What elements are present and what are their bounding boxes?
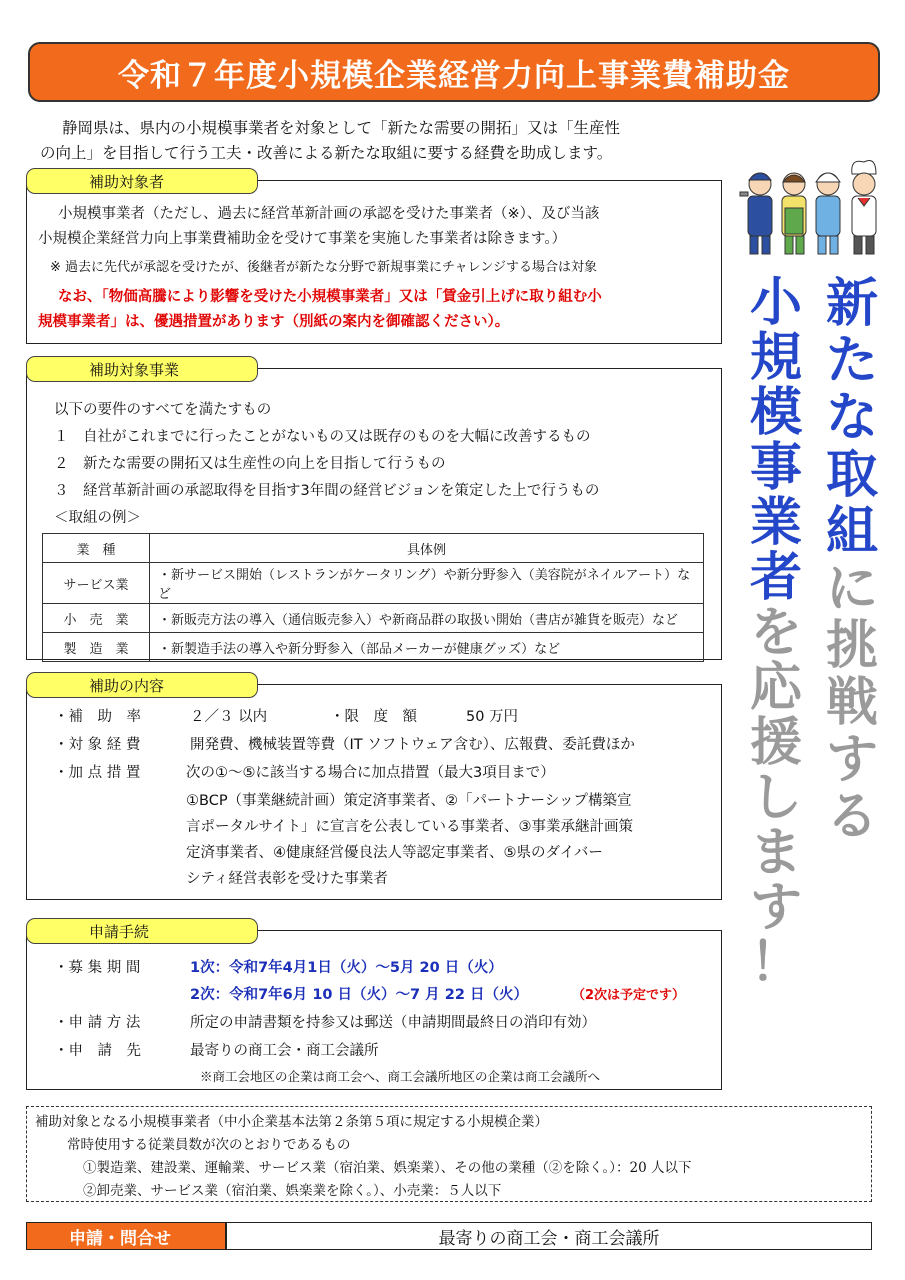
table-cell-example: ・新販売方法の導入（通信販売参入）や新商品群の取扱い開始（書店が雑貨を販売）など <box>150 604 704 633</box>
slogan-char: 取 <box>825 445 878 505</box>
bonus-line: 次の①～⑤に該当する場合に加点措置（最大3項目まで） <box>186 765 555 781</box>
slogan-char: を <box>749 603 802 663</box>
expense-label: ・対 象 経 費 <box>54 737 141 753</box>
expense-value: 開発費、機械装置等費（IT ソフトウェア含む）、広報費、委託費ほか <box>190 737 635 753</box>
intro-line-1: 静岡県は、県内の小規模事業者を対象として「新たな需要の開拓」又は「生産性 <box>62 119 621 137</box>
table-cell-example: ・新サービス開始（レストランがケータリング）や新分野参入（美容院がネイルアート）など <box>150 563 704 604</box>
period-2: 2次：令和7年6月 10 日（火）～7 月 22 日（火） <box>190 987 528 1003</box>
slogan-char: 援 <box>749 713 802 773</box>
table-cell-industry: サービス業 <box>43 563 150 604</box>
examples-table <box>42 533 704 662</box>
slogan-char: ま <box>749 823 802 883</box>
method-value: 所定の申請書類を持参又は郵送（申請期間最終日の消印有効） <box>190 1015 596 1031</box>
table-cell-example: ・新製造手法の導入や新分野参入（部品メーカーが健康グッズ）など <box>150 633 704 662</box>
rate-value: ２／３ 以内 <box>190 709 268 725</box>
period-1: 1次：令和7年4月1日（火）～5月 20 日（火） <box>190 960 503 976</box>
target-label: 補助対象者 <box>26 168 258 194</box>
content-label: 補助の内容 <box>26 672 258 698</box>
farmer-figure <box>782 173 806 254</box>
slogan-char: 者 <box>749 548 802 608</box>
projects-lead: 以下の要件のすべてを満たすもの <box>54 402 272 418</box>
limit-value: 50 万円 <box>466 709 519 725</box>
table-row <box>43 633 704 662</box>
period-note: （2次は予定です） <box>572 988 686 1003</box>
definition-line-4: ②卸売業、サービス業（宿泊業、娯楽業を除く。）、小売業：５人以下 <box>83 1183 502 1199</box>
slogan-char: 事 <box>749 438 802 498</box>
table-row <box>43 563 704 604</box>
slogan-char: 小 <box>749 273 802 333</box>
intro-text <box>40 116 730 166</box>
bonus-label: ・加 点 措 置 <box>54 765 141 781</box>
table-header-industry: 業 種 <box>43 534 150 563</box>
bonus-line: 定済事業者、④健康経営優良法人等認定事業者、⑤県のダイバー <box>186 845 603 861</box>
slogan-char: す <box>749 878 802 938</box>
mechanic-figure <box>740 173 772 254</box>
slogan-char: 応 <box>749 658 802 718</box>
slogan-column-1 <box>820 276 884 846</box>
target-line-1: 小規模事業者（ただし、過去に経営革新計画の承認を受けた事業者（※）、及び当該 <box>58 206 600 222</box>
limit-label: ・限 度 額 <box>330 709 417 725</box>
destination-value: 最寄りの商工会・商工会議所 <box>190 1043 379 1059</box>
chef-figure <box>852 161 876 255</box>
slogan-column-2 <box>744 273 808 993</box>
period-label: ・募 集 期 間 <box>54 960 141 976</box>
contact-value: 最寄りの商工会・商工会議所 <box>226 1222 872 1250</box>
slogan-char: 模 <box>749 383 802 443</box>
table-cell-industry: 小 売 業 <box>43 604 150 633</box>
requirement-2: ２ 新たな需要の開拓又は生産性の向上を目指して行うもの <box>54 456 446 472</box>
slogan-char: 組 <box>825 502 878 562</box>
destination-label: ・申 請 先 <box>54 1043 141 1059</box>
slogan-char: 新 <box>825 274 878 334</box>
bonus-line: シティ経営表彰を受けた事業者 <box>186 871 388 887</box>
requirement-3: ３ 経営革新計画の承認取得を目指す3年間の経営ビジョンを策定した上で行うもの <box>54 483 600 499</box>
table-cell-industry: 製 造 業 <box>43 633 150 662</box>
projects-label: 補助対象事業 <box>26 356 258 382</box>
target-note: ※ 過去に先代が承認を受けたが、後継者が新たな分野で新規事業にチャレンジする場合は対象 <box>50 260 597 275</box>
slogan-char: る <box>825 787 878 847</box>
slogan-char: 挑 <box>825 616 878 676</box>
slogan-char: ！ <box>749 933 802 993</box>
destination-note: ※商工会地区の企業は商工会へ、商工会議所地区の企業は商工会議所へ <box>200 1069 601 1084</box>
priority-line-2: 規模事業者」は、優遇措置があります（別紙の案内を御確認ください）。 <box>38 314 510 330</box>
definition-line-2: 常時使用する従業員数が次のとおりであるもの <box>67 1137 351 1153</box>
definition-line-3: ①製造業、建設業、運輸業、サービス業（宿泊業、娯楽業）、その他の業種（②を除く。）：20 人以下 <box>83 1160 692 1176</box>
contact-label: 申請・問合せ <box>26 1222 226 1250</box>
definition-line-1: 補助対象となる小規模事業者（中小企業基本法第２条第５項に規定する小規模企業） <box>35 1114 548 1130</box>
slogan-char: な <box>825 388 878 448</box>
method-label: ・申 請 方 法 <box>54 1015 141 1031</box>
workers-illustration <box>738 156 888 260</box>
target-line-2: 小規模企業経営力向上事業費補助金を受けて事業を実施した事業者は除きます。） <box>38 231 567 247</box>
intro-line-2: の向上」を目指して行う工夫・改善による新たな取組に要する経費を助成します。 <box>40 144 613 162</box>
slogan-char: 戦 <box>825 673 878 733</box>
table-header-example: 具体例 <box>150 534 704 563</box>
slogan-char: す <box>825 730 878 790</box>
slogan-char: 業 <box>749 493 802 553</box>
bonus-line: ①BCP（事業継続計画）策定済事業者、②「パートナーシップ構築宣 <box>186 793 632 809</box>
definition-box <box>26 1106 872 1202</box>
bonus-line: 言ポータルサイト」に宣言を公表している事業者、③事業承継計画策 <box>186 819 633 835</box>
table-header-row <box>43 534 704 563</box>
page-title: 令和７年度小規模企業経営力向上事業費補助金 <box>28 42 880 102</box>
slogan-char: た <box>825 331 878 391</box>
procedure-label: 申請手続 <box>26 918 258 944</box>
table-row <box>43 604 704 633</box>
priority-line-1: なお、「物価高騰により影響を受けた小規模事業者」又は「賃金引上げに取り組む小 <box>58 289 602 305</box>
slogan-char: に <box>825 559 878 619</box>
examples-heading: ＜取組の例＞ <box>54 510 141 526</box>
engineer-figure <box>816 173 840 254</box>
slogan-char: 規 <box>749 328 802 388</box>
requirement-1: １ 自社がこれまでに行ったことがないもの又は既存のものを大幅に改善するもの <box>54 429 591 445</box>
slogan-char: し <box>749 768 802 828</box>
rate-label: ・補 助 率 <box>54 709 141 725</box>
